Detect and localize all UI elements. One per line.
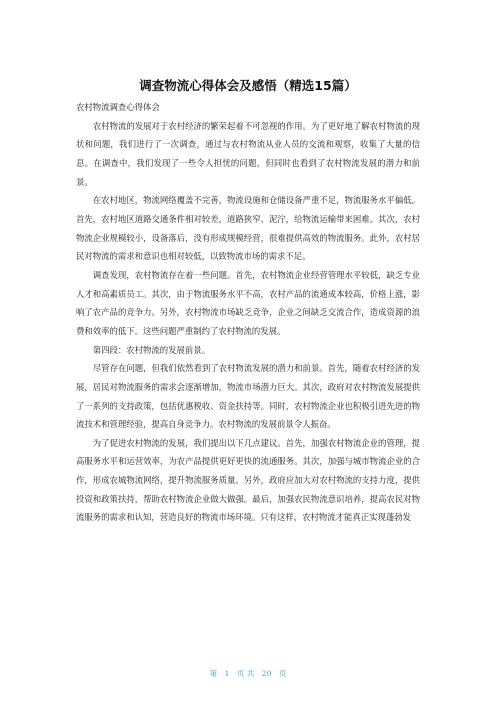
paragraph: 第四段：农村物流的发展前景。 [92, 344, 211, 355]
paragraph: 农村物流的发展对于农村经济的繁荣起着不可忽视的作用。为了更好地了解农村物流的现状和问题，我们进行了一次调查，通过与农村物流从业人员的交流和观察，收集了大量的信息。在调查中，我们发现了一些令人担忧的问题，但同时也看到了农村物流发展的潜力和前景。 [76, 120, 420, 187]
paragraph: 尽管存在问题，但我们依然看到了农村物流发展的潜力和前景。首先，随着农村经济的发展，居民对物流服务的需求会逐渐增加，物流市场潜力巨大。其次，政府对农村物流发展提供了一系列的支持政策，包括优惠税收、资金扶持等。同时，农村物流企业也积极引进先进的物流技术和管理经验，提高自身竞争力。农村物流的发展前景令人振奋。 [76, 363, 420, 430]
document-title: 调查物流心得体会及感悟（精选15篇） [139, 78, 357, 93]
page-number: 第 1 页 共 20 页 [209, 669, 287, 678]
paragraph: 调查发现，农村物流存在着一些问题。首先，农村物流企业经营管理水平较低，缺乏专业人才和高素质员工。其次，由于物流服务水平不高，农村产品的流通成本较高，价格上涨，影响了农产品的竞争力。另外，农村物流市场缺乏竞争，企业之间缺乏交流合作，造成资源的浪费和效率的低下。这些问题严重制约了农村物流的发展。 [76, 269, 420, 336]
section-heading: 农村物流调查心得体会 [76, 102, 160, 112]
paragraph: 为了促进农村物流的发展，我们提出以下几点建议。首先，加强农村物流企业的管理，提高服务水平和运营效率，为农产品提供更好更快的流通服务。其次，加强与城市物流企业的合作，形成农城物流网络，提升物流服务质量。另外，政府应加大对农村物流的支持力度，提供投资和政策扶持，帮助农村物流企业做大做强。最后，加强农民物流意识培养，提高农民对物流服务的需求和认知，营造良好的物流市场环境。只有这样，农村物流才能真正实现蓬勃发 [76, 437, 420, 523]
document-body [76, 98, 420, 527]
paragraph: 在农村地区，物流网络覆盖不完善，物流设施和仓储设备严重不足，物流服务水平偏低。首先，农村地区道路交通条件相对较差，道路狭窄、泥泞，给物流运输带来困难。其次，农村物流企业规模较小，设备落后，没有形成规模经营，很难提供高效的物流服务。此外，农村居民对物流的需求和意识也相对较低，以致物流市场的需求不足。 [76, 195, 420, 262]
